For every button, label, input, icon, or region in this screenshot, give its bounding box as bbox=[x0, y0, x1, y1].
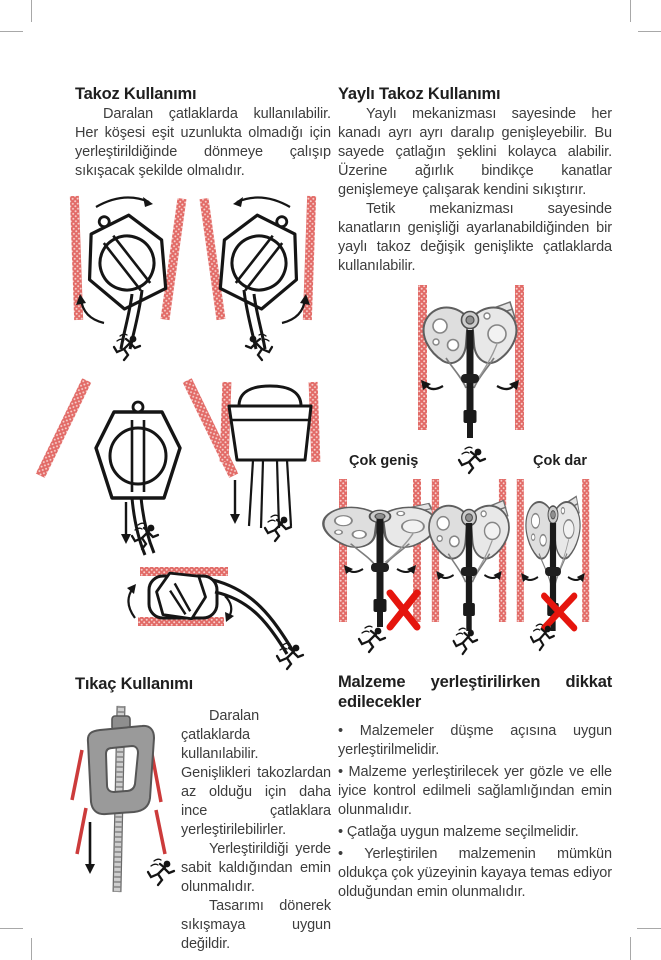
crop-mark-bottom-left-v bbox=[31, 938, 32, 960]
falling-climber-icon bbox=[454, 628, 478, 654]
takoz-paragraph bbox=[75, 105, 331, 181]
crop-mark-bottom-left-h bbox=[0, 928, 23, 929]
crop-mark-bottom-right-h bbox=[637, 928, 661, 929]
section-title-yayli: Yaylı Takoz Kullanımı bbox=[338, 85, 501, 103]
bullet-item: • Çatlağa uygun malzeme seçilmelidir. bbox=[338, 823, 612, 842]
cam-correct-figure bbox=[430, 477, 508, 662]
crack-mark bbox=[72, 750, 82, 800]
bullet-item: • Malzeme yerleştirilecek yer gözle ve elle iyice kontrol edilmeli sağlamlığından emin olunmalıdır. bbox=[338, 763, 612, 820]
hex-chock-v-crack-figure bbox=[66, 376, 198, 562]
malzeme-bullet-list bbox=[338, 722, 612, 905]
wedge-nut-figure bbox=[215, 376, 325, 562]
crop-mark-top-right-v bbox=[630, 0, 631, 22]
hex-chock-rotation-figure-left bbox=[66, 190, 190, 366]
section-title-tikac: Tıkaç Kullanımı bbox=[75, 675, 194, 693]
section-title-malzeme: Malzeme yerleştirilirken dikkat edilecekler bbox=[338, 673, 612, 711]
section-title-takoz: Takoz Kullanımı bbox=[75, 85, 197, 103]
yayli-p2: Tetik mekanizması sayesinde kanatların genişliği ayarlanabildiğinden bir yaylı takoz değişik genişlikte çatlaklarda kullanılabilir. bbox=[338, 201, 612, 274]
bullet-item: • Yerleştirilen malzemenin mümkün oldukça çok yüzeyinin kayaya temas ediyor olduğundan emin olunmalıdır. bbox=[338, 845, 612, 902]
tikac-p3: Tasarımı dönerek sıkışmaya uygun değildir. bbox=[181, 898, 331, 952]
crop-mark-top-right-h bbox=[638, 31, 661, 32]
yayli-p1: Yaylı mekanizması sayesinde her kanadı ayrı ayrı daralıp genişleyebilir. Bu sayede çatlağın şeklini kolayca alabilir. Üzerine ağırlık bindikçe kanatlar genişlemeye çalışarak kendini sıkıştırır. bbox=[338, 106, 612, 198]
cam-device-main-figure bbox=[403, 280, 527, 476]
horizontal-crack-chock-figure bbox=[113, 556, 335, 678]
tikac-p2: Yerleştirildiği yerde sabit kaldığından emin olunmalıdır. bbox=[181, 841, 331, 895]
falling-climber-icon bbox=[459, 447, 485, 473]
wired-nut-photo-figure bbox=[64, 704, 182, 894]
falling-climber-icon bbox=[359, 626, 385, 652]
tikac-paragraphs bbox=[181, 707, 331, 954]
label-too-narrow: Çok dar bbox=[533, 453, 587, 469]
crop-mark-top-left-v bbox=[31, 0, 32, 22]
bullet-item: • Malzemeler düşme açısına uygun yerleştirilmelidir. bbox=[338, 722, 612, 760]
cam-too-wide-figure bbox=[337, 477, 423, 662]
crop-mark-bottom-right-v bbox=[630, 937, 631, 960]
label-too-wide: Çok geniş bbox=[349, 453, 419, 469]
hex-chock-drawing bbox=[96, 402, 180, 498]
yayli-paragraphs bbox=[338, 105, 612, 276]
hex-chock-rotation-figure-right bbox=[196, 190, 320, 366]
crop-mark-top-left-h bbox=[0, 31, 23, 32]
cam-too-narrow-figure bbox=[515, 477, 591, 662]
tikac-p1: Daralan çatlaklarda kullanılabilir. Genişlikleri takozlardan az olduğu için daha ince çatlaklara yerleştirilebilirler. bbox=[181, 708, 331, 838]
takoz-body-text: Daralan çatlaklarda kullanılabilir. Her köşesi eşit uzunlukta olmadığı için yerleştirildiğinde dönmeye çalışıp sıkışacak şekilde olmalıdır. bbox=[75, 106, 331, 179]
falling-climber-icon bbox=[148, 859, 174, 885]
